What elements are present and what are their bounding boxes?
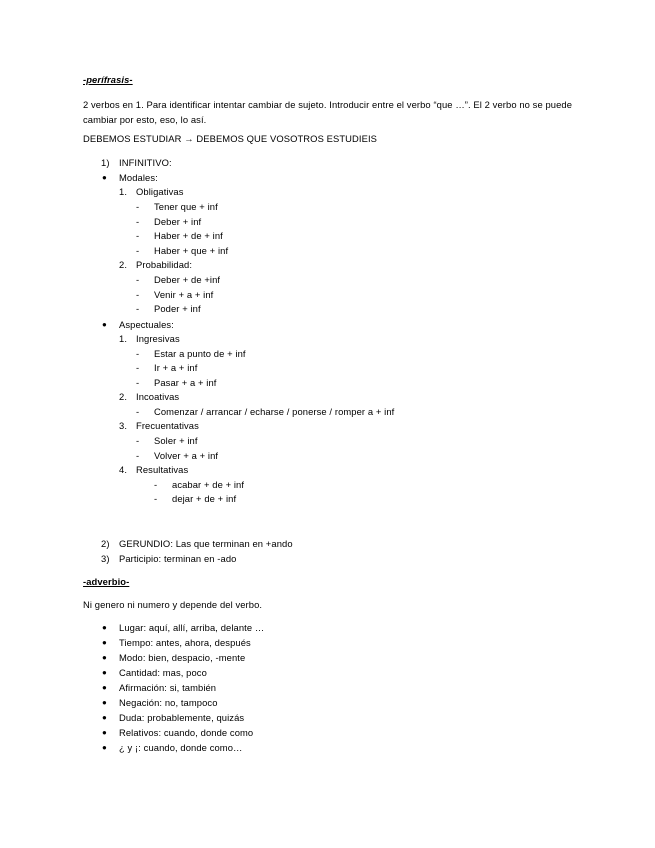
bullet-icon: ● — [102, 713, 107, 722]
dash-icon: - — [136, 377, 140, 388]
dash-icon: - — [136, 274, 140, 285]
infinitivo-label: INFINITIVO: — [119, 157, 172, 168]
example-line: DEBEMOS ESTUDIAR → DEBEMOS QUE VOSOTROS ESTUDIEIS — [83, 133, 378, 144]
list-item: Venir + a + inf — [154, 289, 214, 300]
bullet-icon: ● — [102, 638, 107, 647]
dash-icon: - — [136, 303, 140, 314]
resultativas-label: Resultativas — [136, 464, 189, 475]
aspectuales-label: Aspectuales: — [119, 319, 174, 330]
dash-icon: - — [154, 479, 158, 490]
dash-icon: - — [154, 493, 158, 504]
ingresivas-marker: 1. — [119, 333, 128, 344]
list-item: acabar + de + inf — [172, 479, 245, 490]
resultativas-marker: 4. — [119, 464, 128, 475]
list-item: Afirmación: si, también — [119, 682, 217, 693]
list-item: Deber + inf — [154, 216, 202, 227]
probabilidad-label: Probabilidad: — [136, 259, 193, 270]
bullet-icon: ● — [102, 173, 107, 182]
list-item: Cantidad: mas, poco — [119, 667, 207, 678]
bullet-icon: ● — [102, 320, 107, 329]
bullet-icon: ● — [102, 743, 107, 752]
list-item: Tener que + inf — [154, 201, 218, 212]
dash-icon: - — [136, 450, 140, 461]
list-item: Modo: bien, despacio, -mente — [119, 652, 246, 663]
list-marker-1: 1) — [101, 157, 110, 168]
list-item: Volver + a + inf — [154, 450, 219, 461]
list-item: Estar a punto de + inf — [154, 348, 246, 359]
list-item: Comenzar / arrancar / echarse / ponerse / romper a + inf — [154, 406, 395, 417]
bullet-icon: ● — [102, 623, 107, 632]
list-marker-2: 2) — [101, 538, 110, 549]
section-title-perifrasis: -perífrasis- — [83, 74, 133, 85]
dash-icon: - — [136, 362, 140, 373]
bullet-icon: ● — [102, 653, 107, 662]
frecuentativas-label: Frecuentativas — [136, 420, 199, 431]
list-item: Poder + inf — [154, 303, 201, 314]
dash-icon: - — [136, 245, 140, 256]
dash-icon: - — [136, 348, 140, 359]
list-marker-3: 3) — [101, 553, 110, 564]
list-item: Haber + de + inf — [154, 230, 223, 241]
dash-icon: - — [136, 406, 140, 417]
list-item: Lugar: aquí, allí, arriba, delante … — [119, 622, 265, 633]
list-item: Duda: probablemente, quizás — [119, 712, 245, 723]
dash-icon: - — [136, 435, 140, 446]
intro-paragraph: 2 verbos en 1. Para identificar intentar cambiar de sujeto. Introducir entre el verbo “que …”. El 2 verbo no se puede cambiar por esto, eso, lo así. — [83, 99, 573, 125]
list-item: ¿ y ¡: cuando, donde como… — [119, 742, 243, 753]
list-item: Pasar + a + inf — [154, 377, 217, 388]
list-item: Relativos: cuando, donde como — [119, 727, 254, 738]
probabilidad-marker: 2. — [119, 259, 128, 270]
ingresivas-label: Ingresivas — [136, 333, 180, 344]
list-item: dejar + de + inf — [172, 493, 237, 504]
modales-label: Modales: — [119, 172, 158, 183]
bullet-icon: ● — [102, 728, 107, 737]
adverbio-intro: Ni genero ni numero y depende del verbo. — [83, 599, 263, 610]
list-item: Haber + que + inf — [154, 245, 229, 256]
incoativas-label: Incoativas — [136, 391, 180, 402]
participio-label: Participio: terminan en -ado — [119, 553, 237, 564]
list-item: Ir + a + inf — [154, 362, 198, 373]
dash-icon: - — [136, 230, 140, 241]
dash-icon: - — [136, 201, 140, 212]
obligativas-marker: 1. — [119, 186, 128, 197]
dash-icon: - — [136, 289, 140, 300]
section-title-adverbio: -adverbio- — [83, 576, 130, 587]
gerundio-label: GERUNDIO: Las que terminan en +ando — [119, 538, 293, 549]
obligativas-label: Obligativas — [136, 186, 184, 197]
list-item: Soler + inf — [154, 435, 198, 446]
bullet-icon: ● — [102, 698, 107, 707]
bullet-icon: ● — [102, 668, 107, 677]
bullet-icon: ● — [102, 683, 107, 692]
list-item: Deber + de +inf — [154, 274, 221, 285]
frecuentativas-marker: 3. — [119, 420, 128, 431]
list-item: Tiempo: antes, ahora, después — [119, 637, 251, 648]
incoativas-marker: 2. — [119, 391, 128, 402]
dash-icon: - — [136, 216, 140, 227]
list-item: Negación: no, tampoco — [119, 697, 218, 708]
